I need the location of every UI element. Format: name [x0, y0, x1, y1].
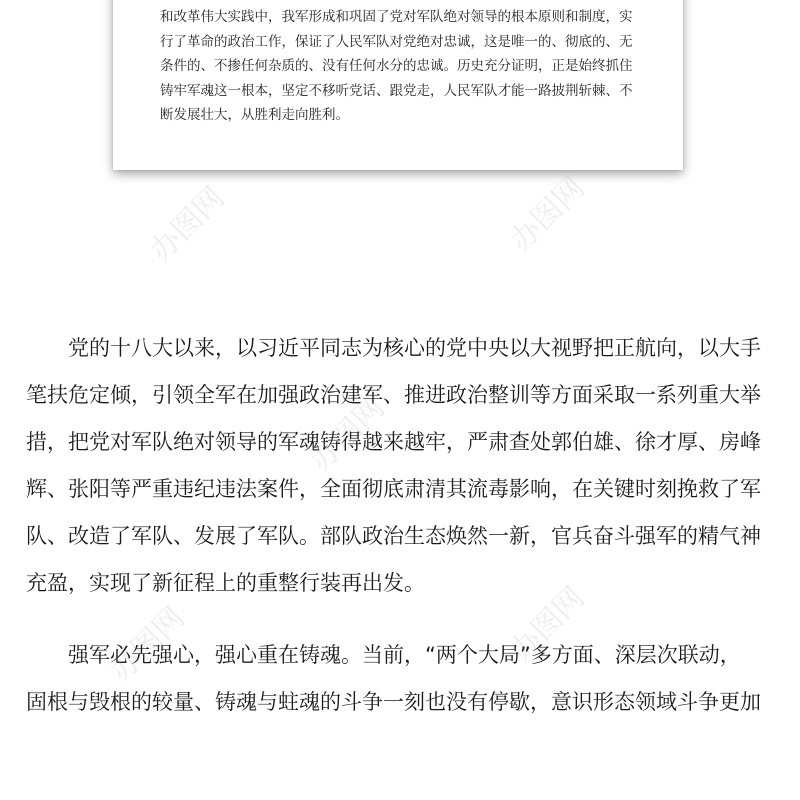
paragraph-gap — [26, 607, 778, 632]
body-line: 固根与毁根的较量、铸魂与蛀魂的斗争一刻也没有停歇，意识形态领域斗争更加 — [26, 690, 761, 714]
card-line: 条件的、不掺任何杂质的、没有任何水分的忠诚。历史充分证明，正是始终抓住 — [160, 58, 633, 75]
card-line: 铸牢军魂这一根本，坚定不移听党话、跟党走，人民军队才能一路披荆斩棘、不 — [160, 82, 633, 99]
body-line: 措，把党对军队绝对领导的军魂铸得越来越牢，严肃查处郭伯雄、徐才厚、房峰 — [26, 430, 761, 454]
body-line: 辉、张阳等严重违纪违法案件，全面彻底肃清其流毒影响，在关键时刻挽救了军 — [26, 477, 761, 501]
card-line: 行了革命的政治工作，保证了人民军队对党绝对忠诚，这是唯一的、彻底的、无 — [160, 33, 633, 50]
body-line: 队、改造了军队、发展了军队。部队政治生态焕然一新，官兵奋斗强军的精气神 — [26, 524, 761, 548]
paragraph-1 — [26, 325, 778, 607]
watermark: 办图网 — [503, 580, 592, 669]
watermark: 办图网 — [303, 390, 392, 479]
watermark: 办图网 — [503, 170, 592, 259]
article-body — [26, 325, 778, 726]
paragraph-2 — [26, 632, 778, 726]
body-line: 党的十八大以来，以习近平同志为核心的党中央以大视野把正航向，以大手 — [68, 336, 761, 360]
card-line: 和改革伟大实践中，我军形成和巩固了党对军队绝对领导的根本原则和制度，实 — [160, 9, 633, 25]
card-line: 断发展壮大，从胜利走向胜利。 — [160, 107, 349, 124]
quote-card-text — [160, 5, 650, 128]
body-line: 笔扶危定倾，引领全军在加强政治建军、推进政治整训等方面采取一系列重大举 — [26, 383, 761, 407]
body-line: 强军必先强心，强心重在铸魂。当前，“两个大局”多方面、深层次联动， — [68, 643, 741, 667]
watermark: 办图网 — [103, 600, 192, 689]
watermark: 办图网 — [143, 180, 232, 269]
body-line: 充盈，实现了新征程上的重整行装再出发。 — [26, 571, 425, 595]
